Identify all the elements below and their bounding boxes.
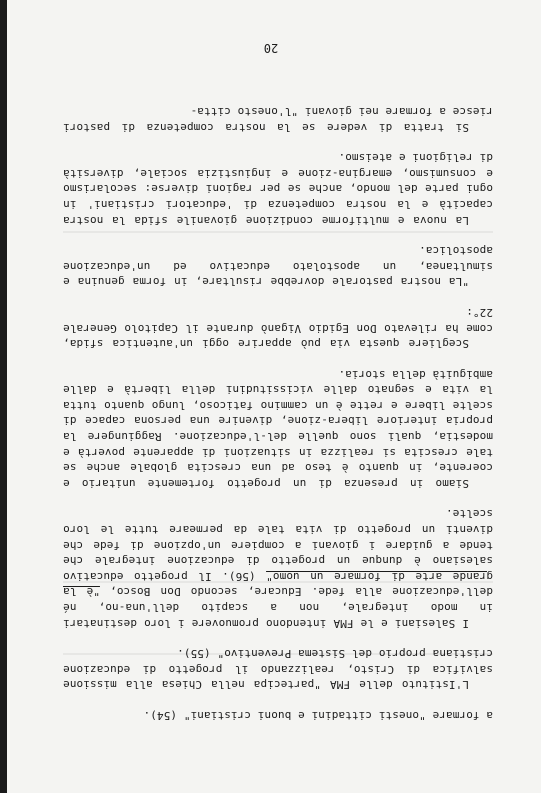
paragraph-5: Scegliere questa via può apparire oggi un'autentica sfida, come ha rilevato Don Egidio Viganò durante il Capitolo Generale 22°: xyxy=(63,305,493,351)
paragraph-6: "La nostra pastorale dovrebbe risultare, in forma genuina e simultanea, un apostolato educativo ed un'educazione apostolica. xyxy=(63,244,493,289)
paragraph-3-start: I Salesiani e le FMA intendono promuovere i loro destinatari in modo integrale, non a scapito dell'una-no, né dell'educazione alla fede. Educare, secondo Don Bosco, xyxy=(63,585,493,630)
bleed-through-line xyxy=(63,581,493,583)
scan-edge xyxy=(0,0,7,793)
page-number: 20 xyxy=(263,41,279,55)
paragraph-7: La nuova e multiforme condizione giovanile sfida la nostra capacità e la nostra competenza di 'educatori cristiani' in ogni parte del mondo, anche se per ragioni diverse: secolarismo e consumismo, emargina-zione e ingiustizia sociale, diversità di religioni e ateismo. xyxy=(63,151,493,227)
paragraph-3-end: (56). Il progetto educativo salesiano è dunque un progetto di educazione integrale che tende a guidare i giovani a compiere un'opzione di fede che diventi un progetto di vita tale da permeare tutte le loro scelte. xyxy=(63,507,493,583)
bleed-through-line xyxy=(63,653,493,655)
paragraph-4: Siamo in presenza di un progetto fortemente unitario e coerente, in quanto è teso ad una crescita globale anche se tale crescita si realizza in situazioni di apparente povertà e modestia, quali sono quelle del-l'educazione. Raggiungere la propria interiore libera-zione, divenire una persona capace di scelte libere e rette è un cammino faticoso, lungo quanto tutta la vita e segnato dalle vicissitudini della libertà e dalle ambiguità della storia. xyxy=(63,367,493,490)
underlined-quote: "è la grande arte di formare un uomo" xyxy=(63,569,493,599)
paragraph-2: L'Istituto delle FMA "partecipa nella Chiesa alla missione salvifica di Cristo, realizzando il progetto di educazione cristiana proprio del Sistema Preventivo" (55). xyxy=(63,647,493,692)
body-text xyxy=(63,88,493,723)
paragraph-8: Si tratta di vedere se la nostra competenza di pastori riesce a formare nei giovani "l'onesto citta- xyxy=(63,105,493,134)
paragraph-3 xyxy=(63,506,493,631)
bleed-through-line xyxy=(63,231,493,233)
paragraph-1: a formare "onesti cittadini e buoni cristiani" (54). xyxy=(143,709,493,722)
